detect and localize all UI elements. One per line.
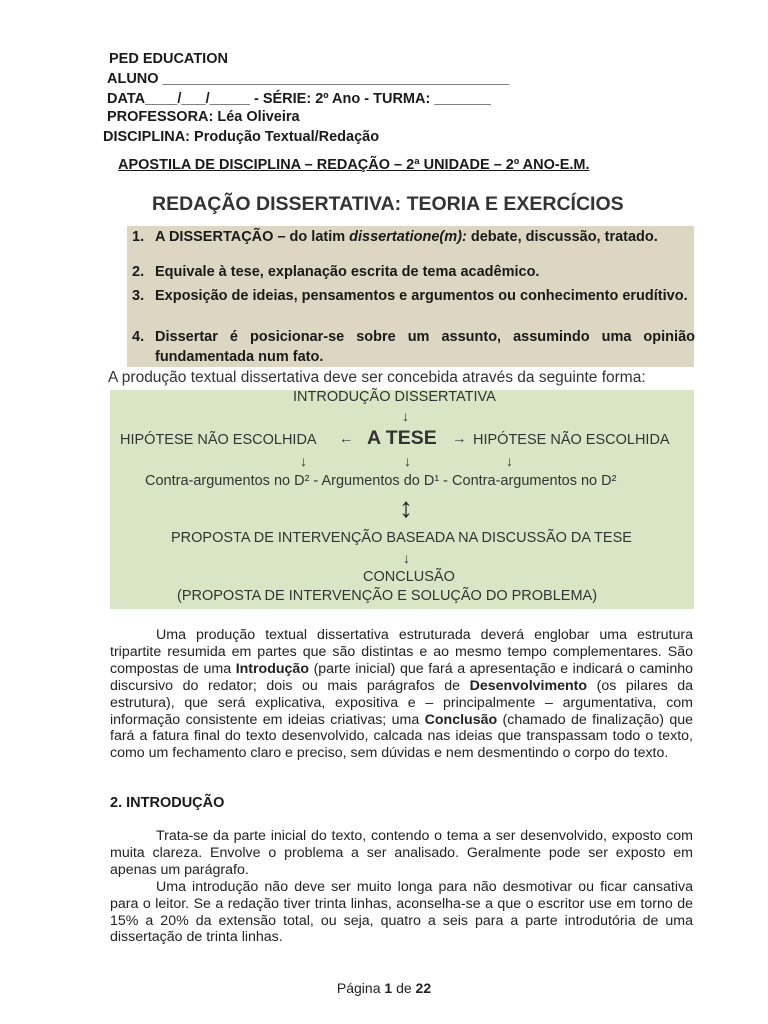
student-name-line: ALUNO ___________________________________________ <box>107 71 510 87</box>
left-arrow-icon: ← <box>339 431 354 447</box>
school-name: PED EDUCATION <box>109 51 228 67</box>
down-arrow-icon: ↓ <box>404 453 411 469</box>
teacher-line: PROFESSORA: Léa Oliveira <box>107 109 300 125</box>
handout-subtitle: APOSTILA DE DISCIPLINA – REDAÇÃO – 2ª UNIDADE – 2º ANO-E.M. <box>118 157 590 173</box>
flow-introduction: INTRODUÇÃO DISSERTATIVA <box>293 389 496 405</box>
page-footer: Página 1 de 22 <box>336 980 432 996</box>
structure-intro-line: A produção textual dissertativa deve ser concebida através da seguinte forma: <box>108 369 646 386</box>
down-arrow-icon: ↓ <box>506 453 513 469</box>
down-arrow-icon: ↓ <box>402 408 409 424</box>
introduction-paragraph-2: Uma introdução não deve ser muito longa para não desmotivar ou ficar cansativa para o leitor. Se a redação tiver trinta linhas, aconselha-se a que o escritor use em torno de 15% a 20% da extensão total, ou seja, quatro a seis para a parte introdutória de uma dissertação de trinta linhas. <box>110 878 693 946</box>
introduction-paragraph-1: Trata-se da parte inicial do texto, contendo o tema a ser desenvolvido, exposto com muita clareza. Envolve o problema a ser analisado. Geralmente pode ser exposto em apenas um parágrafo. <box>110 828 693 878</box>
flow-conclusion: CONCLUSÃO <box>363 569 455 585</box>
section-heading-introduction: 2. INTRODUÇÃO <box>110 795 225 811</box>
right-arrow-icon: → <box>452 431 467 447</box>
flow-thesis: A TESE <box>367 427 437 449</box>
discipline-line: DISCIPLINA: Produção Textual/Redação <box>103 129 380 145</box>
up-down-arrow-icon: ↕ <box>399 492 413 523</box>
flow-conclusion-detail: (PROPOSTA DE INTERVENÇÃO E SOLUÇÃO DO PROBLEMA) <box>177 588 598 604</box>
page-title: REDAÇÃO DISSERTATIVA: TEORIA E EXERCÍCIOS <box>152 193 624 215</box>
date-grade-line: DATA____/___/_____ - SÉRIE: 2º Ano - TURMA: _______ <box>107 91 491 107</box>
flow-arguments: Contra-argumentos no D² - Argumentos do D¹ - Contra-argumentos no D² <box>145 473 617 489</box>
introduction-paragraphs <box>110 828 693 946</box>
structure-paragraph: Uma produção textual dissertativa estruturada deverá englobar uma estrutura tripartite resumida em partes que são distintas e ao mesmo tempo complementares. São compostas de uma Introdução (parte inicial) que fará a apresentação e indicará o caminho discursivo do redator; dois ou mais parágrafos de Desenvolvimento (os pilares da estrutura), que será explicativa, expositiva e – principalmente – argumentativa, com informação consistente em ideias criativas; uma Conclusão (chamado de finalização) que fará a fatura final do texto desenvolvido, calcada nas ideias que transpassam todo o texto, como um fechamento claro e preciso, sem dúvidas e nem desmentindo o corpo do texto. <box>110 627 694 762</box>
down-arrow-icon: ↓ <box>300 453 307 469</box>
flow-hypothesis-left: HIPÓTESE NÃO ESCOLHIDA <box>120 432 317 448</box>
flow-hypothesis-right: HIPÓTESE NÃO ESCOLHIDA <box>473 432 670 448</box>
flow-proposal: PROPOSTA DE INTERVENÇÃO BASEADA NA DISCUSSÃO DA TESE <box>171 530 632 546</box>
down-arrow-icon: ↓ <box>403 550 410 566</box>
